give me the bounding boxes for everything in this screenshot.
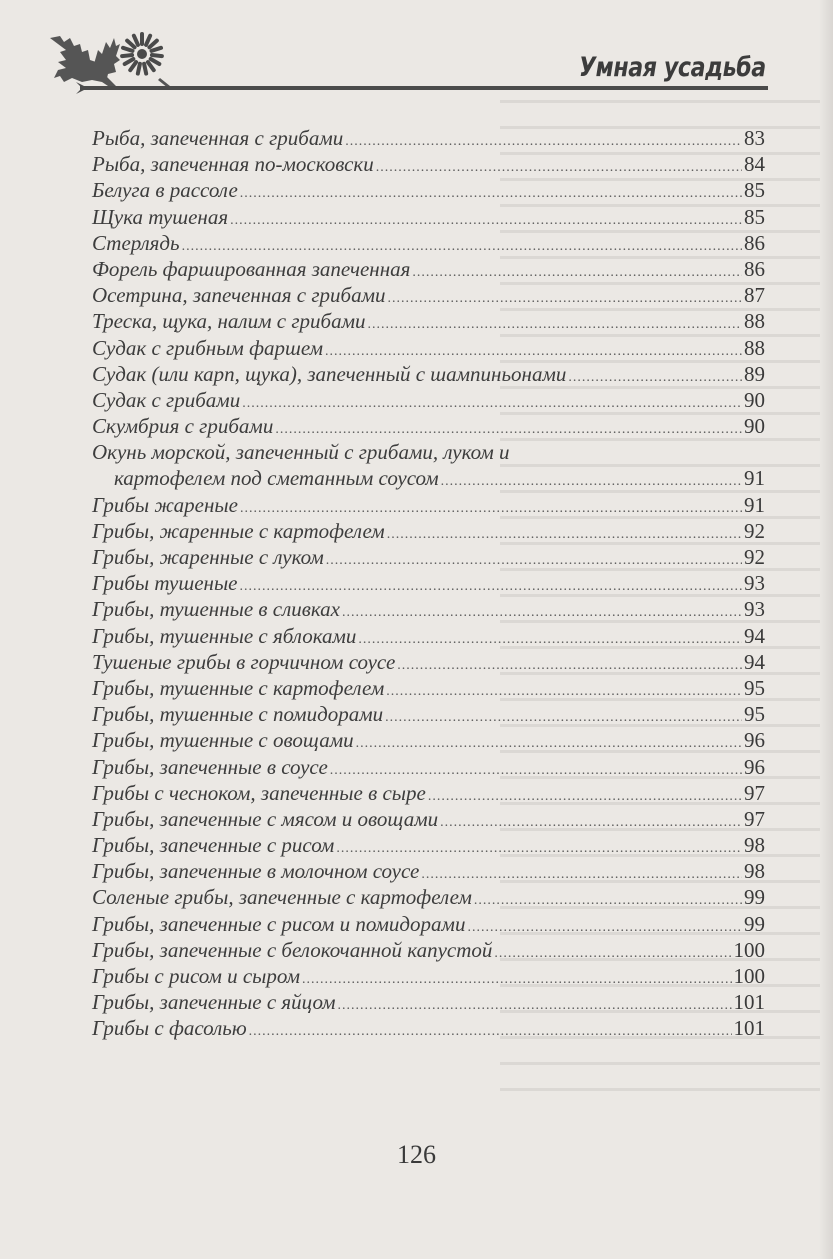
- toc-entry: [92, 204, 765, 230]
- page-number: 126: [397, 1140, 436, 1169]
- toc-entry: [92, 623, 765, 649]
- toc-entry: [92, 335, 765, 361]
- toc-entry: [92, 413, 765, 439]
- toc-entry-title: Белуга в рассоле: [92, 178, 238, 203]
- toc-entry-page: 86: [744, 230, 765, 255]
- toc-entry-title: Грибы, тушенные с овощами: [92, 728, 354, 753]
- toc-entry-page: 89: [744, 361, 765, 386]
- toc-entry-title: Грибы, запеченные с белокочанной капустой: [92, 937, 493, 962]
- toc-entry: [92, 151, 765, 177]
- leader-dots: [388, 286, 743, 312]
- toc-entry-page: 99: [744, 885, 765, 910]
- toc-entry-page: 84: [744, 152, 765, 177]
- toc-entry: [92, 649, 765, 675]
- leader-dots: [338, 993, 732, 1019]
- toc-entry-title: Стерлядь: [92, 230, 180, 255]
- leader-dots: [302, 967, 731, 993]
- header-rule: [80, 86, 768, 90]
- leader-dots: [568, 365, 742, 391]
- toc-entry: [92, 439, 765, 465]
- toc-entry-title: Осетрина, запеченная с грибами: [92, 283, 386, 308]
- toc-entry-title: Грибы, тушенные с помидорами: [92, 702, 384, 727]
- toc-entry-page: 100: [733, 964, 765, 988]
- leader-dots: [326, 548, 742, 574]
- toc-entry: [92, 806, 765, 832]
- toc-entry-page: 87: [744, 283, 765, 308]
- toc-entry: [92, 230, 765, 256]
- running-header: [36, 20, 786, 100]
- toc-entry-title: Грибы, жаренные с луком: [92, 545, 324, 569]
- leader-dots: [440, 810, 742, 836]
- toc-entry-page: 93: [744, 597, 765, 622]
- toc-entry-title: Грибы с фасолью: [92, 1016, 247, 1041]
- toc-entry-page: 91: [744, 492, 765, 517]
- toc-entry-title: Грибы, жаренные с картофелем: [92, 518, 385, 543]
- leader-dots: [345, 129, 742, 155]
- toc-entry-title: Грибы жареные: [92, 492, 238, 517]
- toc-entry-title: Грибы тушеные: [92, 571, 238, 596]
- toc-entry: [92, 256, 765, 282]
- toc-entry-page: 92: [744, 518, 765, 543]
- leader-dots: [356, 731, 742, 757]
- toc-entry-page: 88: [744, 309, 765, 334]
- toc-entry-title: Скумбрия с грибами: [92, 414, 274, 439]
- toc-entry-title: Судак с грибным фаршем: [92, 335, 324, 360]
- toc-entry: [92, 675, 765, 701]
- table-of-contents: [92, 125, 765, 1042]
- toc-entry-page: 95: [744, 675, 765, 700]
- toc-entry-page: 95: [744, 702, 765, 727]
- toc-entry-title: Соленые грибы, запеченные с картофелем: [92, 885, 472, 910]
- leader-dots: [230, 208, 742, 234]
- toc-entry-title: Грибы, тушенные в сливках: [92, 597, 340, 622]
- toc-entry: [92, 308, 765, 334]
- leader-dots: [342, 600, 742, 626]
- toc-entry-title: Грибы, запеченные в соусе: [92, 754, 328, 779]
- toc-entry-page: 101: [733, 990, 765, 1015]
- toc-entry-title: Грибы, тушенные с яблоками: [92, 623, 357, 648]
- toc-entry: [92, 727, 765, 753]
- leader-dots: [367, 312, 742, 338]
- toc-entry: [92, 701, 765, 727]
- toc-entry-page: 93: [744, 571, 765, 596]
- leader-dots: [376, 155, 742, 181]
- leader-dots: [249, 1019, 732, 1045]
- toc-entry: [92, 544, 765, 570]
- toc-entry: [92, 282, 765, 308]
- toc-entry: [92, 125, 765, 151]
- toc-entry-title: Грибы, запеченные с мясом и овощами: [92, 806, 439, 831]
- toc-entry-page: 97: [744, 806, 765, 831]
- toc-entry-title: Треска, щука, налим с грибами: [92, 309, 366, 334]
- header-title: Умная усадьба: [579, 52, 766, 83]
- toc-entry-title-continued: картофелем под сметанным соусом: [114, 466, 439, 491]
- toc-entry-title: Грибы, запеченные с яйцом: [92, 990, 336, 1015]
- leader-dots: [428, 784, 742, 810]
- toc-entry: [92, 754, 765, 780]
- toc-entry-title: Судак с грибами: [92, 387, 241, 412]
- toc-entry-continuation: [92, 465, 765, 491]
- leader-dots: [387, 522, 742, 548]
- toc-entry-page: 88: [744, 335, 765, 360]
- leader-dots: [494, 941, 731, 967]
- toc-entry-page: 96: [744, 728, 765, 753]
- toc-entry: [92, 989, 765, 1015]
- toc-entry-page: 86: [744, 256, 765, 281]
- toc-entry-page: 90: [744, 387, 765, 412]
- toc-entry: [92, 937, 765, 963]
- toc-entry: [92, 361, 765, 387]
- toc-entry: [92, 780, 765, 806]
- leader-dots: [240, 181, 742, 207]
- toc-entry-title: Щука тушеная: [92, 204, 229, 229]
- toc-entry-page: 99: [744, 911, 765, 936]
- toc-entry-title: Грибы с чесноком, запеченные в сыре: [92, 780, 426, 805]
- toc-entry-title: Тушеные грибы в горчичном соусе: [92, 649, 396, 674]
- toc-entry-title: Окунь морской, запеченный с грибами, луком и: [92, 440, 510, 465]
- leader-dots: [474, 888, 742, 914]
- page-edge-shadow: [819, 0, 833, 1259]
- leader-dots: [386, 679, 742, 705]
- toc-entry: [92, 570, 765, 596]
- toc-entry-page: 85: [744, 178, 765, 203]
- toc-entry-title: Грибы, запеченные с рисом и помидорами: [92, 911, 466, 936]
- leader-dots: [467, 915, 742, 941]
- toc-entry-page: 91: [744, 466, 765, 491]
- toc-entry-page: 100: [733, 937, 765, 962]
- toc-entry-title: Грибы, запеченные в молочном соусе: [92, 859, 420, 884]
- leader-dots: [397, 653, 742, 679]
- toc-entry: [92, 911, 765, 937]
- toc-entry-title: Рыба, запеченная с грибами: [92, 126, 344, 150]
- leader-dots: [242, 391, 742, 417]
- toc-entry: [92, 884, 765, 910]
- leader-dots: [358, 627, 742, 653]
- toc-entry-title: Грибы, тушенные с картофелем: [92, 675, 385, 700]
- leader-dots: [441, 469, 742, 495]
- toc-entry-page: 92: [744, 545, 765, 569]
- toc-entry-page: 98: [744, 833, 765, 858]
- toc-entry: [92, 387, 765, 413]
- toc-entry-title: Форель фаршированная запеченная: [92, 256, 411, 281]
- toc-entry-page: 85: [744, 204, 765, 229]
- toc-entry-page: 101: [733, 1016, 765, 1041]
- toc-entry-page: 94: [744, 649, 765, 674]
- leader-dots: [385, 705, 742, 731]
- toc-entry: [92, 858, 765, 884]
- toc-entry-title: Грибы, запеченные с рисом: [92, 833, 335, 858]
- toc-entry: [92, 177, 765, 203]
- toc-entry-title: Судак (или карп, щука), запеченный с шампиньонами: [92, 361, 567, 386]
- toc-entry-page: 90: [744, 414, 765, 439]
- leader-dots: [412, 260, 742, 286]
- toc-entry: [92, 963, 765, 989]
- toc-entry-page: 94: [744, 623, 765, 648]
- toc-entry: [92, 518, 765, 544]
- toc-entry-page: 97: [744, 780, 765, 805]
- toc-entry: [92, 596, 765, 622]
- toc-entry: [92, 1015, 765, 1041]
- toc-entry-page: 83: [744, 126, 765, 150]
- toc-entry-title: Грибы с рисом и сыром: [92, 964, 301, 988]
- toc-entry: [92, 492, 765, 518]
- toc-entry: [92, 832, 765, 858]
- toc-entry-title: Рыба, запеченная по-московски: [92, 152, 374, 177]
- toc-entry-page: 96: [744, 754, 765, 779]
- toc-entry-page: 98: [744, 859, 765, 884]
